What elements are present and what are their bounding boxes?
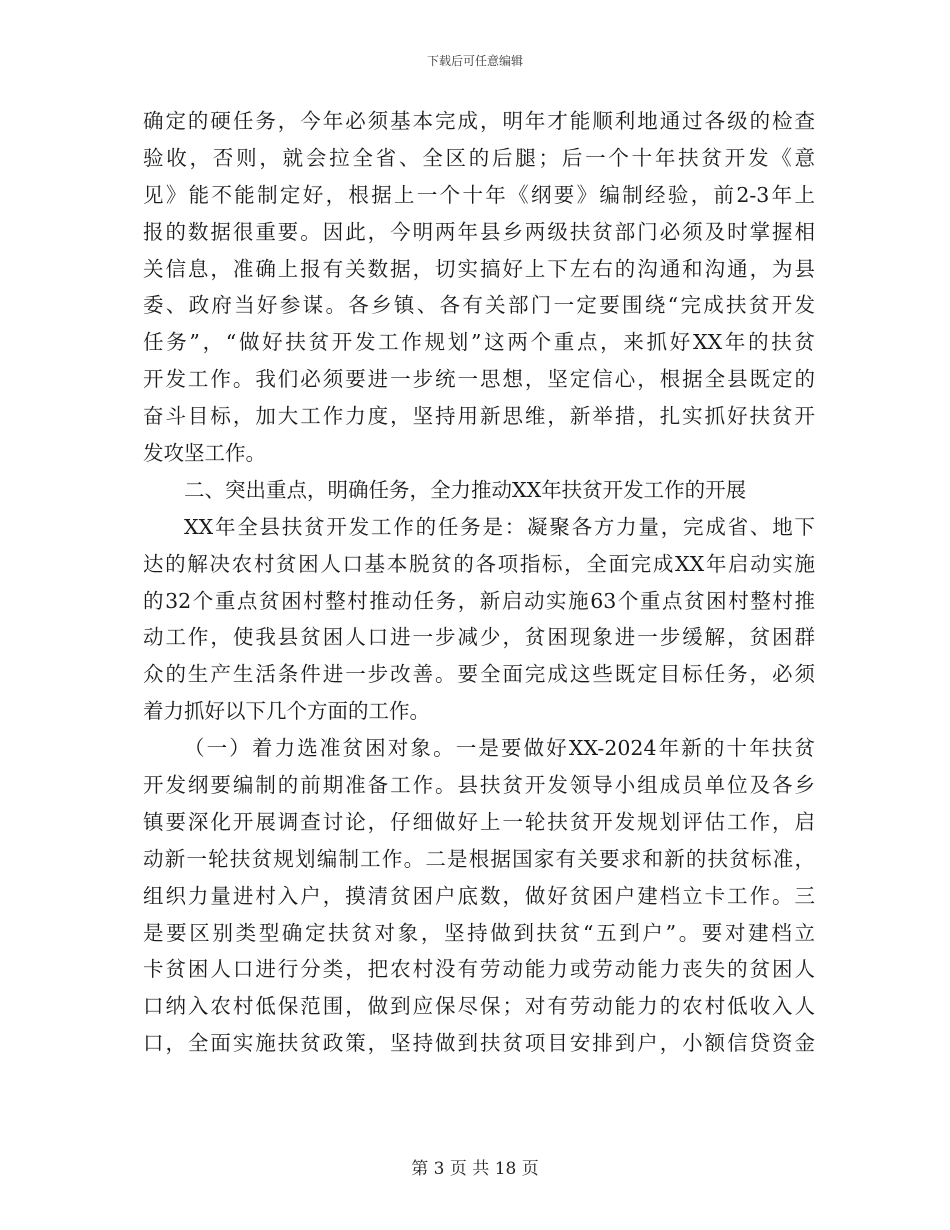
text-line: 报的数据很重要。因此，今明两年县乡两级扶贫部门必须及时掌握相 (143, 219, 815, 244)
text-line: XX年全县扶贫开发工作的任务是：凝聚各方力量，完成省、地下 (184, 514, 815, 539)
text-line: 发攻坚工作。 (143, 441, 266, 466)
text-line: 动新一轮扶贫规划编制工作。二是根据国家有关要求和新的扶贫标准， (143, 846, 815, 871)
text-line: 任务”，“做好扶贫开发工作规划”这两个重点，来抓好XX年的扶贫 (143, 330, 815, 355)
text-line: 关信息，准确上报有关数据，切实搞好上下左右的沟通和沟通，为县 (143, 256, 815, 281)
page-header: 下载后可任意编辑 (426, 54, 523, 68)
text-line: 镇要深化开展调查讨论，仔细做好上一轮扶贫开发规划评估工作，启 (143, 809, 815, 834)
document-body (143, 103, 815, 1062)
text-line: 组织力量进村入户，摸清贫困户底数，做好贫困户建档立卡工作。三 (143, 883, 815, 908)
text-line: 开发工作。我们必须要进一步统一思想，坚定信心，根据全县既定的 (143, 367, 815, 392)
text-line: 口，全面实施扶贫政策，坚持做到扶贫项目安排到户，小额信贷资金 (143, 1031, 815, 1056)
text-line: （一）着力选准贫困对象。一是要做好XX-2024年新的十年扶贫 (184, 736, 815, 761)
text-line: 奋斗目标，加大工作力度，坚持用新思维，新举措，扎实抓好扶贫开 (143, 404, 815, 429)
text-line: 着力抓好以下几个方面的工作。 (143, 699, 430, 724)
page-footer: 第 3 页 共 18 页 (411, 1159, 539, 1179)
text-line: 验收，否则，就会拉全省、全区的后腿；后一个十年扶贫开发《意 (143, 145, 815, 170)
text-line: 众的生产生活条件进一步改善。要全面完成这些既定目标任务，必须 (143, 662, 815, 687)
text-line: 口纳入农村低保范围，做到应保尽保；对有劳动能力的农村低收入人 (143, 994, 815, 1019)
text-line: 确定的硬任务，今年必须基本完成，明年才能顺利地通过各级的检查 (143, 109, 815, 133)
text-line: 是要区别类型确定扶贫对象，坚持做到扶贫“五到户”。要对建档立 (143, 920, 815, 945)
text-line: 委、政府当好参谋。各乡镇、各有关部门一定要围绕“完成扶贫开发 (143, 293, 815, 318)
text-line: 的32个重点贫困村整村推动任务，新启动实施63个重点贫困村整村推 (143, 588, 815, 613)
text-line: 卡贫困人口进行分类，把农村没有劳动能力或劳动能力丧失的贫困人 (143, 957, 815, 982)
text-line: 达的解决农村贫困人口基本脱贫的各项指标，全面完成XX年启动实施 (143, 551, 815, 576)
text-line: 二、突出重点，明确任务，全力推动XX年扶贫开发工作的开展 (184, 477, 747, 502)
text-line: 开发纲要编制的前期准备工作。县扶贫开发领导小组成员单位及各乡 (143, 773, 815, 798)
text-line: 动工作，使我县贫困人口进一步减少，贫困现象进一步缓解，贫困群 (143, 625, 815, 650)
text-line: 见》能不能制定好，根据上一个十年《纲要》编制经验，前2-3年上 (143, 182, 815, 207)
